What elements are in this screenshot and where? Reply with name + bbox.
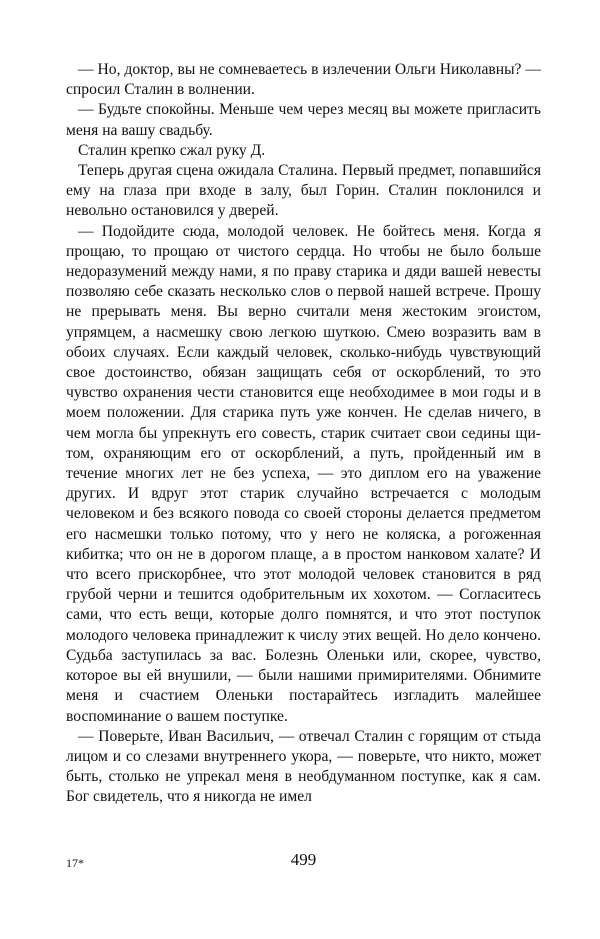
signature-mark: 17* xyxy=(66,856,84,870)
paragraph: — Но, доктор, вы не сомневаетесь в излечении Ольги Николавны? — спросил Сталин в волнении. xyxy=(66,61,541,99)
page-text xyxy=(66,60,541,808)
paragraph: — Поверьте, Иван Васильич, — отвечал Сталин с горящим от стыда лицом и со слезами внутреннего укора, — поверьте, что никто, может быть, столько не упрекал меня в необдуманном поступке, как я сам. Бог свидетель, что я никогда не имел xyxy=(66,727,541,806)
paragraph: — Будьте спокойны. Меньше чем через месяц вы можете пригласить меня на вашу свадьбу. xyxy=(66,101,541,139)
page-footer xyxy=(66,850,541,874)
page-number: 499 xyxy=(290,850,317,869)
paragraph: Сталин крепко сжал руку Д. xyxy=(78,141,266,159)
paragraph: — Подойдите сюда, молодой человек. Не бойтесь меня. Когда я прощаю, то прощаю от чистого сердца. Но чтобы не было больше недоразумений между нами, я по праву старика и дяди вашей невесты позволяю себе сказать несколько слов о первой нашей встрече. Прошу не прерывать меня. Вы верно считали меня жестоким эгоистом, упрямцем, а насмешку свою легкою шуткою. Смею возразить вам в обоих случаях. Если каждый человек, сколько-нибудь чувствующий свое достоинство, обязан защищать себя от оскорблений, то это чувство охранения чести становится еще необходимее в мои годы и в моем положении. Для старика путь уже кончен. Не сделав ничего, в чем могла бы упрекнуть его совесть, старик считает свои седины щитом, охраняющим его от оскорблений, а путь, пройденный им в течение многих лет не без успеха, — это диплом его на уважение других. И вдруг этот старик случайно встречается с молодым человеком и без всякого повода со своей стороны делается предметом его насмешки только потому, что у него не коляска, а рогоженная кибитка; что он не в дорогом плаще, а в простом нанковом халате? И что всего прискорбнее, что этот молодой человек становится в ряд грубой черни и тешится одобрительным их хохотом. — Согласитесь сами, что есть вещи, которые долго помнятся, и что этот поступок молодого человека принадлежит к числу этих вещей. Но дело кончено. Судьба заступилась за вас. Болезнь Оленьки или, скорее, чувство, которое вы ей внушили, — были нашими примирителями. Обнимите меня и счастием Оленьки постарайтесь изгладить малейшее воспоминание о вашем поступке. xyxy=(66,222,541,725)
paragraph: Теперь другая сцена ожидала Сталина. Первый предмет, попавшийся ему на глаза при входе в залу, был Горин. Сталин поклонился и невольно остановился у дверей. xyxy=(66,162,541,220)
